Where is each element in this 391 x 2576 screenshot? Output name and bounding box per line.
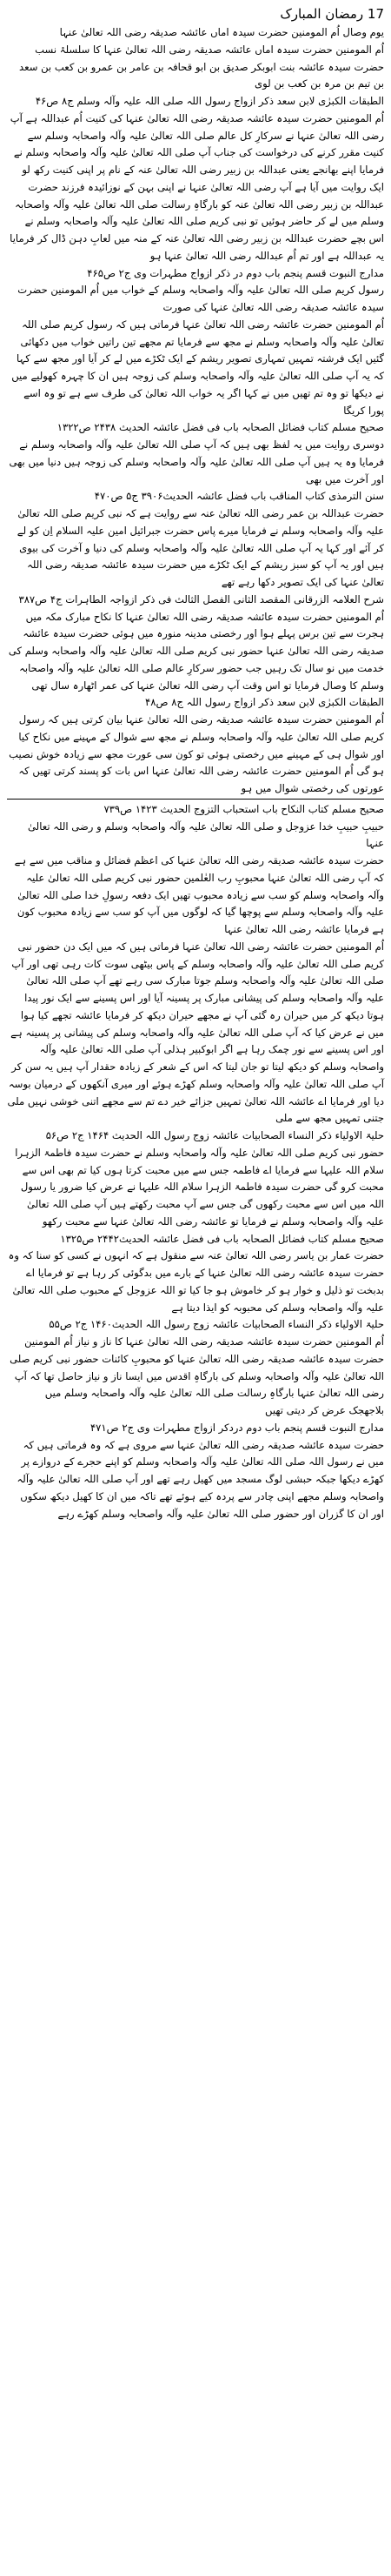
reference-11: مدارج النبوت قسم پنجم باب دوم دردکر ازواج مطہرات وی ج۲ ص۴۷۱ bbox=[89, 1421, 384, 1434]
reference-5: شرح العلامہ الزرقانی المقصد الثانی الفصل الثالث فی ذکر ازواجہ الطاہرات ج۴ ص۳۸۷ bbox=[18, 592, 384, 606]
paragraph-17: حضرت سیدہ عائشہ صدیقہ رضی اللہ تعالیٰ عنہا سے مروی ہے کہ وہ فرماتی ہیں کہ میں نے رسول اللہ صلی اللہ تعالیٰ علیہ وآلہ واصحابہ وسلم کو اپنے حجرے کے دروازے پر کھڑے دیکھا جبکہ حبشی لوگ مسجد میں کھیل رہے تھے اور آپ صلی اللہ تعالیٰ علیہ وآلہ واصحابہ وسلم مجھے اپنی چادر سے پردہ کیے ہوئے تھے تاکہ میں ان کا کھیل دیکھ سکوں اور ان کا گزران اور حضور صلی اللہ تعالیٰ علیہ وآلہ واصحابہ وسلم کھڑے رہے bbox=[17, 1438, 384, 1520]
paragraph-14: حضور نبی کریم صلی اللہ تعالیٰ علیہ وآلہ واصحابہ وسلم نے حضرت سیدہ فاطمۃ الزہرا سلام اللہ علیہا سے فرمایا اے فاطمہ جس سے میں محبت کرتا ہوں کیا تم بھی اس سے محبت کرو گی حضرت سیدہ فاطمۃ الزہرا سلام اللہ علیہا نے عرض کیا ضرور یا رسول اللہ میں اس سے محبت رکھوں گی جس سے آپ محبت رکھتے ہیں آپ صلی اللہ تعالیٰ علیہ وآلہ واصحابہ وسلم نے فرمایا تو عائشہ رضی اللہ تعالیٰ عنہا سے محبت رکھو bbox=[15, 1146, 384, 1228]
reference-3: صحیح مسلم کتاب فضائل الصحابہ باب فی فضل عائشہ الحدیث ۲۴۳۸ ص۱۳۲۲ bbox=[56, 421, 384, 434]
reference-1: الطبقات الکبرٰی لابن سعد ذکر ازواج رسول اللہ صلی اللہ علیہ وآلہ وسلم ج۸ ص۴۶ bbox=[35, 95, 384, 107]
paragraph-1: یوم وصال اُم المومنین حضرت سیدہ اماں عائشہ صدیقہ رضی اللہ تعالیٰ عنہا bbox=[59, 26, 384, 38]
reference-2: مدارج النبوت قسم پنجم باب دوم در ذکر ازواج مطہرات وی ج۲ ص۴۶۵ bbox=[87, 266, 384, 279]
post-title: 17 رمضان المبارک bbox=[280, 6, 384, 22]
paragraph-15: حضرت عمار بن یاسر رضی اللہ تعالیٰ عنہ سے منقول ہے کہ انہوں نے کسی کو سنا کہ وہ حضرت سیدہ عائشہ رضی اللہ تعالیٰ عنہا کے بارے میں بدگوئی کر رہا ہے تو فرمایا اے بدبخت تو ذلیل و خوار ہو کر خاموش ہو جا کیا تو اللہ عزوجل کے محبوب صلی اللہ تعالیٰ علیہ وآلہ واصحابہ وسلم کی محبوبہ کو ایذا دیتا ہے bbox=[8, 1249, 384, 1314]
paragraph-11: اُم المومنین حضرت سیدہ عائشہ صدیقہ رضی اللہ تعالیٰ عنہا بیان کرتی ہیں کہ رسول کریم صلی اللہ تعالیٰ علیہ وآلہ واصحابہ وسلم نے مجھ سے شوال کے مہینے میں نکاح کیا اور شوال ہی کے مہینے میں رخصتی ہوئی تو کون سی عورت مجھ سے زیادہ خوش نصیب ہو گی اُم المومنین حضرت عائشہ رضی اللہ تعالیٰ عنہا اس بات کو پسند کرتی تھیں کہ عورتوں کی رخصتی شوال میں ہو bbox=[9, 713, 384, 794]
section-divider bbox=[7, 799, 384, 800]
paragraph-12: حضرت سیدہ عائشہ صدیقہ رضی اللہ تعالیٰ عنہا کی اعظم فضائل و مناقب میں سے ہے کہ آپ رضی اللہ تعالیٰ عنہا محبوبِ رب العٰلمین حضور نبی کریم صلی اللہ تعالیٰ علیہ وآلہ واصحابہ وسلم کو سب سے زیادہ محبوب تھیں ایک دفعہ رسولِ خدا صلی اللہ تعالیٰ علیہ وآلہ واصحابہ وسلم سے پوچھا گیا کہ لوگوں میں آپ کو سب سے زیادہ محبوب کون ہے فرمایا عائشہ رضی اللہ تعالیٰ عنہا bbox=[14, 854, 384, 935]
reference-10: حلیۃ الاولیاء ذکر النساء الصحابیات عائشہ زوج رسول اللہ الحدیث۱۴۶۰ ج۲ ص۵۵ bbox=[49, 1318, 384, 1331]
reference-6: الطبقات الکبرٰی لابن سعد ذکر ازواج رسول اللہ ج۸ ص۴۸ bbox=[145, 696, 384, 709]
paragraph-5: ایک روایت میں آیا ہے آپ رضی اللہ تعالیٰ عنہا نے اپنی بہن کے نوزائیدہ فرزند حضرت عبداللہ بن زبیر رضی اللہ تعالیٰ عنہ کو بارگاہِ رسالت صلی اللہ تعالیٰ علیہ وآلہ واصحابہ وسلم میں لے کر حاضر ہوئیں تو نبی کریم صلی اللہ تعالیٰ علیہ وآلہ واصحابہ وسلم نے اس بچے حضرت عبداللہ بن زبیر رضی اللہ تعالیٰ عنہ کے منہ میں لعابِ دہن ڈال کر فرمایا یہ عبداللہ ہے اور تم اُم عبداللہ رضی اللہ تعالیٰ عنہا ہو bbox=[10, 180, 384, 262]
paragraph-9: حضرت عبداللہ بن عمر رضی اللہ تعالیٰ عنہ سے روایت ہے کہ نبی کریم صلی اللہ تعالیٰ علیہ وآلہ واصحابہ وسلم نے فرمایا میرے پاس حضرت جبرائیل امین علیہ السلام اِن کو لے کر آئے اور کہا یہ آپ صلی اللہ تعالیٰ علیہ وآلہ واصحابہ وسلم کی دنیا و آخرت کی بیوی ہیں اور یہ آپ کو سبز ریشم کے ایک ٹکڑے میں حضرت سیدہ عائشہ صدیقہ رضی اللہ تعالیٰ عنہا کی ایک تصویر دکھا رہے تھے bbox=[17, 507, 384, 588]
paragraph-16: اُم المومنین حضرت سیدہ عائشہ صدیقہ رضی اللہ تعالیٰ عنہا کا ناز و نیاز اُم المومنین حضرت سیدہ عائشہ صدیقہ رضی اللہ تعالیٰ عنہا کو محبوبِ کائنات حضور نبی کریم صلی اللہ تعالیٰ علیہ وآلہ واصحابہ وسلم کی بارگاہِ اقدس میں ایسا ناز و نیاز حاصل تھا کہ آپ رضی اللہ تعالیٰ عنہا بارگاہِ رسالت صلی اللہ تعالیٰ علیہ وآلہ واصحابہ وسلم میں بلاجھجک عرض کر دیتی تھیں bbox=[10, 1335, 384, 1416]
paragraph-13: اُم المومنین حضرت عائشہ رضی اللہ تعالیٰ عنہا فرماتی ہیں کہ میں ایک دن حضور نبی کریم صلی اللہ تعالیٰ علیہ وآلہ واصحابہ وسلم کے پاس بیٹھی سوت کات رہی تھی اور آپ صلی اللہ تعالیٰ علیہ وآلہ واصحابہ وسلم جوتا مبارک سی رہے تھے آپ صلی اللہ تعالیٰ علیہ وآلہ واصحابہ وسلم کی پیشانی مبارک پر پسینہ آیا اور اس پسینے سے ایک نور پیدا ہوتا دیکھ کر میں حیران رہ گئی آپ نے مجھے حیران دیکھ کر فرمایا عائشہ تجھے کیا ہوا میں نے عرض کیا کہ آپ صلی اللہ تعالیٰ علیہ وآلہ واصحابہ وسلم کی پیشانی پر پسینہ ہے اور اس پسینے سے نور چمک رہا ہے اگر ابوکبیر ہذلی آپ صلی اللہ تعالیٰ علیہ وآلہ واصحابہ وسلم کو دیکھ لیتا تو جان لیتا کہ اس کے شعر کے زیادہ حقدار آپ ہیں یہ سن کر آپ صلی اللہ تعالیٰ علیہ وآلہ واصحابہ وسلم کھڑے ہوئے اور میری آنکھوں کے درمیان بوسہ دیا اور فرمایا اے عائشہ اللہ تعالیٰ تمہیں جزائے خیر دے تم سے مجھے اتنی خوشی نہیں ملی جتنی تمہیں مجھ سے ملی bbox=[7, 940, 384, 1125]
paragraph-4: اُم المومنین حضرت سیدہ عائشہ صدیقہ رضی اللہ تعالیٰ عنہا کی کنیت اُم عبداللہ ہے آپ رضی اللہ تعالیٰ عنہا نے سرکارِ کل عالم صلی اللہ تعالیٰ علیہ وآلہ واصحابہ وسلم سے کنیت مقرر کرنے کی درخواست کی جناب آپ صلی اللہ تعالیٰ علیہ وآلہ واصحابہ وسلم نے فرمایا اپنے بھانجے یعنی عبداللہ بن زبیر رضی اللہ تعالیٰ عنہ کے نام پر اپنی کنیت رکھ لو bbox=[10, 111, 384, 176]
paragraph-3: حضرت سیدہ عائشہ بنت ابوبکر صدیق بن ابو قحافہ بن عامر بن عمرو بن کعب بن سعد بن تیم بن مرہ بن کعب بن لوی bbox=[19, 60, 384, 90]
reference-4: سنن الترمذی کتاب المناقب باب فضل عائشہ الحدیث۳۹۰۶ ج۵ ص۴۷۰ bbox=[94, 490, 384, 503]
reference-9: صحیح مسلم کتاب فضائل الصحابہ باب فی فضل عائشہ الحدیث۲۴۴۲ ص۱۳۲۵ bbox=[60, 1232, 384, 1245]
reference-7: صحیح مسلم کتاب النکاح باب استحباب التزوج الحدیث ۱۴۲۳ ص۷۳۹ bbox=[103, 802, 384, 815]
paragraph-2: اُم المومنین حضرت سیدہ اماں عائشہ صدیقہ رضی اللہ تعالیٰ عنہا کا سلسلۂ نسب bbox=[35, 43, 384, 56]
paragraph-7: اُم المومنین حضرت عائشہ رضی اللہ تعالیٰ عنہا فرماتی ہیں کہ رسول کریم صلی اللہ تعالیٰ علیہ وآلہ واصحابہ وسلم نے مجھ سے فرمایا تم مجھے تین راتیں خواب میں دکھائی گئیں ایک فرشتہ تمہیں تمہاری تصویر ریشم کے ایک ٹکڑے میں لے کر آیا اور مجھ سے کہا کہ یہ آپ صلی اللہ تعالیٰ علیہ وآلہ واصحابہ وسلم کی زوجہ ہیں ان کا چہرہ کھولیے میں نے دیکھا تو وہ تم تھیں میں نے کہا اگر یہ خواب اللہ تعالیٰ کی طرف سے ہے تو وہ اسے پورا کریگا bbox=[11, 318, 384, 417]
paragraph-10: اُم المومنین حضرت سیدہ عائشہ صدیقہ رضی اللہ تعالیٰ عنہا کا نکاح مبارک مکہ میں ہجرت سے تین برس پہلے ہوا اور رخصتی مدینہ منورہ میں ہوئی حضرت سیدہ عائشہ صدیقہ رضی اللہ تعالیٰ عنہا حضور نبی کریم صلی اللہ تعالیٰ علیہ وآلہ واصحابہ وسلم کی خدمت میں نو سال تک رہیں جب حضور سرکارِ عالم صلی اللہ تعالیٰ علیہ وآلہ واصحابہ وسلم کا وصال فرمایا تو اس وقت آپ رضی اللہ تعالیٰ عنہا کی عمر اٹھارہ سال تھی bbox=[8, 610, 384, 692]
post-body bbox=[7, 24, 384, 1522]
paragraph-8: دوسری روایت میں یہ لفظ بھی ہیں کہ آپ صلی اللہ تعالیٰ علیہ وآلہ واصحابہ وسلم نے فرمایا وہ یہ ہیں آپ صلی اللہ تعالیٰ علیہ وآلہ واصحابہ وسلم کی زوجہ ہیں دنیا میں بھی اور آخرت میں بھی bbox=[9, 438, 384, 485]
section-heading: حبیبِ حبیبِ خدا عزوجل و صلی اللہ تعالیٰ علیہ وآلہ واصحابہ وسلم و رضی اللہ تعالیٰ عنہا bbox=[28, 820, 384, 850]
reference-8: حلیۃ الاولیاء ذکر النساء الصحابیات عائشہ زوج رسول اللہ الحدیث ۱۴۶۴ ج۲ ص۵۶ bbox=[45, 1129, 384, 1141]
paragraph-6: رسول کریم صلی اللہ تعالیٰ علیہ وآلہ واصحابہ وسلم کے خواب میں اُم المومنین حضرت سیدہ عائشہ صدیقہ رضی اللہ تعالیٰ عنہا کی صورت bbox=[17, 284, 384, 313]
